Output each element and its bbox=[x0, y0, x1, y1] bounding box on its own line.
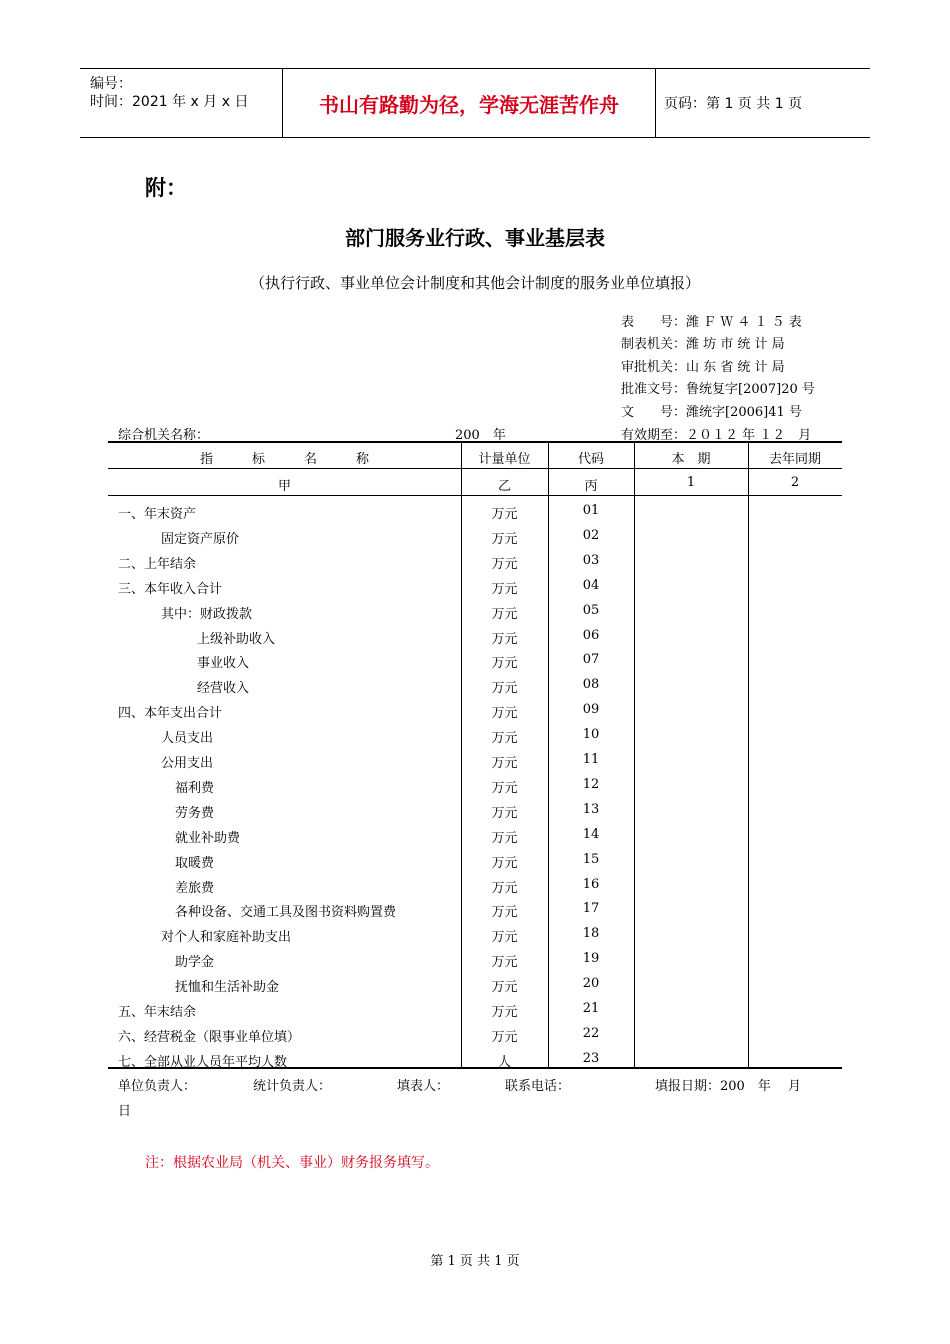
row-indicator-name: 取暖费 bbox=[175, 855, 215, 871]
row-unit: 万元 bbox=[491, 1029, 518, 1045]
row-unit: 万元 bbox=[491, 631, 518, 647]
row-indicator-name: 三、本年收入合计 bbox=[118, 581, 223, 597]
row-code: 04 bbox=[582, 577, 600, 593]
row-unit: 万元 bbox=[491, 606, 518, 622]
subheader-divider bbox=[108, 495, 842, 496]
row-indicator-name: 六、经营税金（限事业单位填） bbox=[118, 1029, 301, 1045]
footnote: 注：根据农业局（机关、事业）财务报务填写。 bbox=[145, 1155, 439, 1171]
row-code: 19 bbox=[582, 951, 600, 967]
meta-issuer: 制表机关：潍 坊 市 统 计 局 bbox=[621, 337, 785, 352]
row-unit: 万元 bbox=[491, 531, 518, 547]
row-indicator-name: 其中：财政拨款 bbox=[161, 606, 253, 622]
header-divider bbox=[108, 468, 842, 469]
subheader-bing: 丙 bbox=[584, 479, 598, 494]
statistics-table bbox=[108, 441, 842, 1069]
header-unit: 计量单位 bbox=[478, 452, 531, 467]
row-unit: 人 bbox=[497, 1054, 511, 1070]
row-unit: 万元 bbox=[491, 656, 518, 672]
row-unit: 万元 bbox=[491, 756, 518, 771]
row-code: 22 bbox=[582, 1025, 600, 1041]
row-code: 07 bbox=[582, 652, 600, 668]
row-indicator-name: 五、年末结余 bbox=[118, 1005, 197, 1020]
row-code: 03 bbox=[582, 552, 600, 568]
header-indicator-name: 指 标 名 称 bbox=[199, 452, 369, 467]
meta-doc-no: 文 号：潍统字[2006]41 号 bbox=[621, 405, 802, 420]
row-unit: 万元 bbox=[491, 980, 518, 996]
row-code: 18 bbox=[582, 926, 600, 942]
footer-phone: 联系电话： bbox=[505, 1079, 571, 1094]
row-unit: 万元 bbox=[491, 855, 518, 871]
row-code: 05 bbox=[582, 602, 600, 618]
subheader-col2: 2 bbox=[790, 475, 800, 490]
page-footer: 第 1 页 共 1 页 bbox=[430, 1254, 520, 1269]
header-motto: 书山有路勤为径，学海无涯苦作舟 bbox=[283, 69, 656, 137]
page-subtitle: （执行行政、事业单位会计制度和其他会计制度的服务业单位填报） bbox=[249, 274, 700, 292]
row-unit: 万元 bbox=[491, 507, 518, 522]
row-unit: 万元 bbox=[491, 780, 518, 796]
row-code: 21 bbox=[582, 1001, 600, 1016]
row-unit: 万元 bbox=[491, 905, 518, 921]
row-unit: 万元 bbox=[491, 731, 518, 747]
row-indicator-name: 四、本年支出合计 bbox=[118, 706, 223, 722]
footer-filler: 填表人： bbox=[397, 1079, 450, 1094]
meta-form-no: 表 号：潍 Ｆ Ｗ ４ １ ５ 表 bbox=[621, 315, 802, 330]
row-code: 14 bbox=[582, 826, 600, 842]
row-code: 10 bbox=[582, 727, 600, 743]
row-code: 15 bbox=[582, 851, 600, 867]
row-indicator-name: 经营收入 bbox=[197, 681, 250, 697]
subheader-col1: 1 bbox=[686, 475, 696, 490]
org-name-label: 综合机关名称： bbox=[118, 428, 210, 443]
row-indicator-name: 对个人和家庭补助支出 bbox=[161, 930, 292, 946]
row-unit: 万元 bbox=[491, 955, 518, 971]
row-indicator-name: 七、全部从业人员年平均人数 bbox=[118, 1054, 288, 1070]
row-unit: 万元 bbox=[491, 581, 518, 597]
subheader-jia: 甲 bbox=[277, 479, 291, 494]
row-code: 13 bbox=[582, 801, 600, 817]
meta-approver: 审批机关：山 东 省 统 计 局 bbox=[621, 360, 785, 375]
row-indicator-name: 各种设备、交通工具及图书资料购置费 bbox=[175, 905, 397, 921]
row-indicator-name: 事业收入 bbox=[197, 656, 250, 672]
header-last-year: 去年同期 bbox=[768, 452, 821, 467]
attachment-label: 附： bbox=[145, 176, 187, 200]
row-indicator-name: 公用支出 bbox=[161, 756, 214, 771]
row-unit: 万元 bbox=[491, 805, 518, 821]
number-label: 编号： bbox=[90, 76, 132, 92]
document-header bbox=[80, 68, 870, 138]
col-divider bbox=[748, 443, 749, 1067]
row-code: 02 bbox=[582, 527, 600, 543]
row-unit: 万元 bbox=[491, 556, 518, 572]
row-indicator-name: 二、上年结余 bbox=[118, 556, 197, 572]
row-indicator-name: 就业补助费 bbox=[175, 830, 241, 846]
row-code: 23 bbox=[582, 1050, 600, 1066]
row-indicator-name: 一、年末资产 bbox=[118, 507, 197, 522]
row-code: 20 bbox=[582, 976, 600, 992]
row-indicator-name: 助学金 bbox=[175, 955, 215, 971]
row-indicator-name: 劳务费 bbox=[175, 805, 215, 821]
row-unit: 万元 bbox=[491, 830, 518, 846]
header-current-period: 本 期 bbox=[671, 452, 711, 467]
footer-date: 填报日期：200 年 月 bbox=[655, 1079, 801, 1094]
row-code: 16 bbox=[582, 876, 600, 892]
row-indicator-name: 抚恤和生活补助金 bbox=[175, 980, 280, 996]
row-code: 08 bbox=[582, 677, 600, 693]
footer-stat-head: 统计负责人： bbox=[253, 1079, 332, 1094]
row-code: 12 bbox=[582, 776, 600, 792]
meta-approval-doc: 批准文号：鲁统复字[2007]20 号 bbox=[621, 382, 815, 397]
row-indicator-name: 差旅费 bbox=[175, 880, 215, 896]
header-code: 代码 bbox=[577, 452, 604, 467]
row-indicator-name: 上级补助收入 bbox=[197, 631, 276, 647]
col-divider bbox=[634, 443, 635, 1067]
row-indicator-name: 固定资产原价 bbox=[161, 531, 240, 547]
row-code: 01 bbox=[582, 503, 600, 518]
year-label: 200 年 bbox=[455, 428, 506, 443]
row-indicator-name: 福利费 bbox=[175, 780, 215, 796]
row-code: 06 bbox=[582, 627, 600, 643]
row-code: 09 bbox=[582, 702, 600, 718]
row-unit: 万元 bbox=[491, 930, 518, 946]
page-title: 部门服务业行政、事业基层表 bbox=[345, 226, 605, 250]
meta-valid-until: 有效期至：２０１２ 年 １２ 月 bbox=[621, 428, 812, 443]
row-unit: 万元 bbox=[491, 706, 518, 722]
row-unit: 万元 bbox=[491, 880, 518, 896]
header-info-cell bbox=[80, 69, 283, 137]
header-page-code: 页码：第 1 页 共 1 页 bbox=[664, 96, 803, 112]
footer-unit-head: 单位负责人： bbox=[118, 1079, 197, 1094]
row-unit: 万元 bbox=[491, 681, 518, 697]
row-indicator-name: 人员支出 bbox=[161, 731, 214, 747]
footer-day: 日 bbox=[118, 1104, 132, 1119]
time-label: 时间：2021 年 x 月 x 日 bbox=[90, 94, 249, 110]
row-unit: 万元 bbox=[491, 1005, 518, 1020]
row-code: 11 bbox=[582, 752, 600, 767]
row-code: 17 bbox=[582, 901, 600, 917]
subheader-yi: 乙 bbox=[497, 479, 511, 494]
